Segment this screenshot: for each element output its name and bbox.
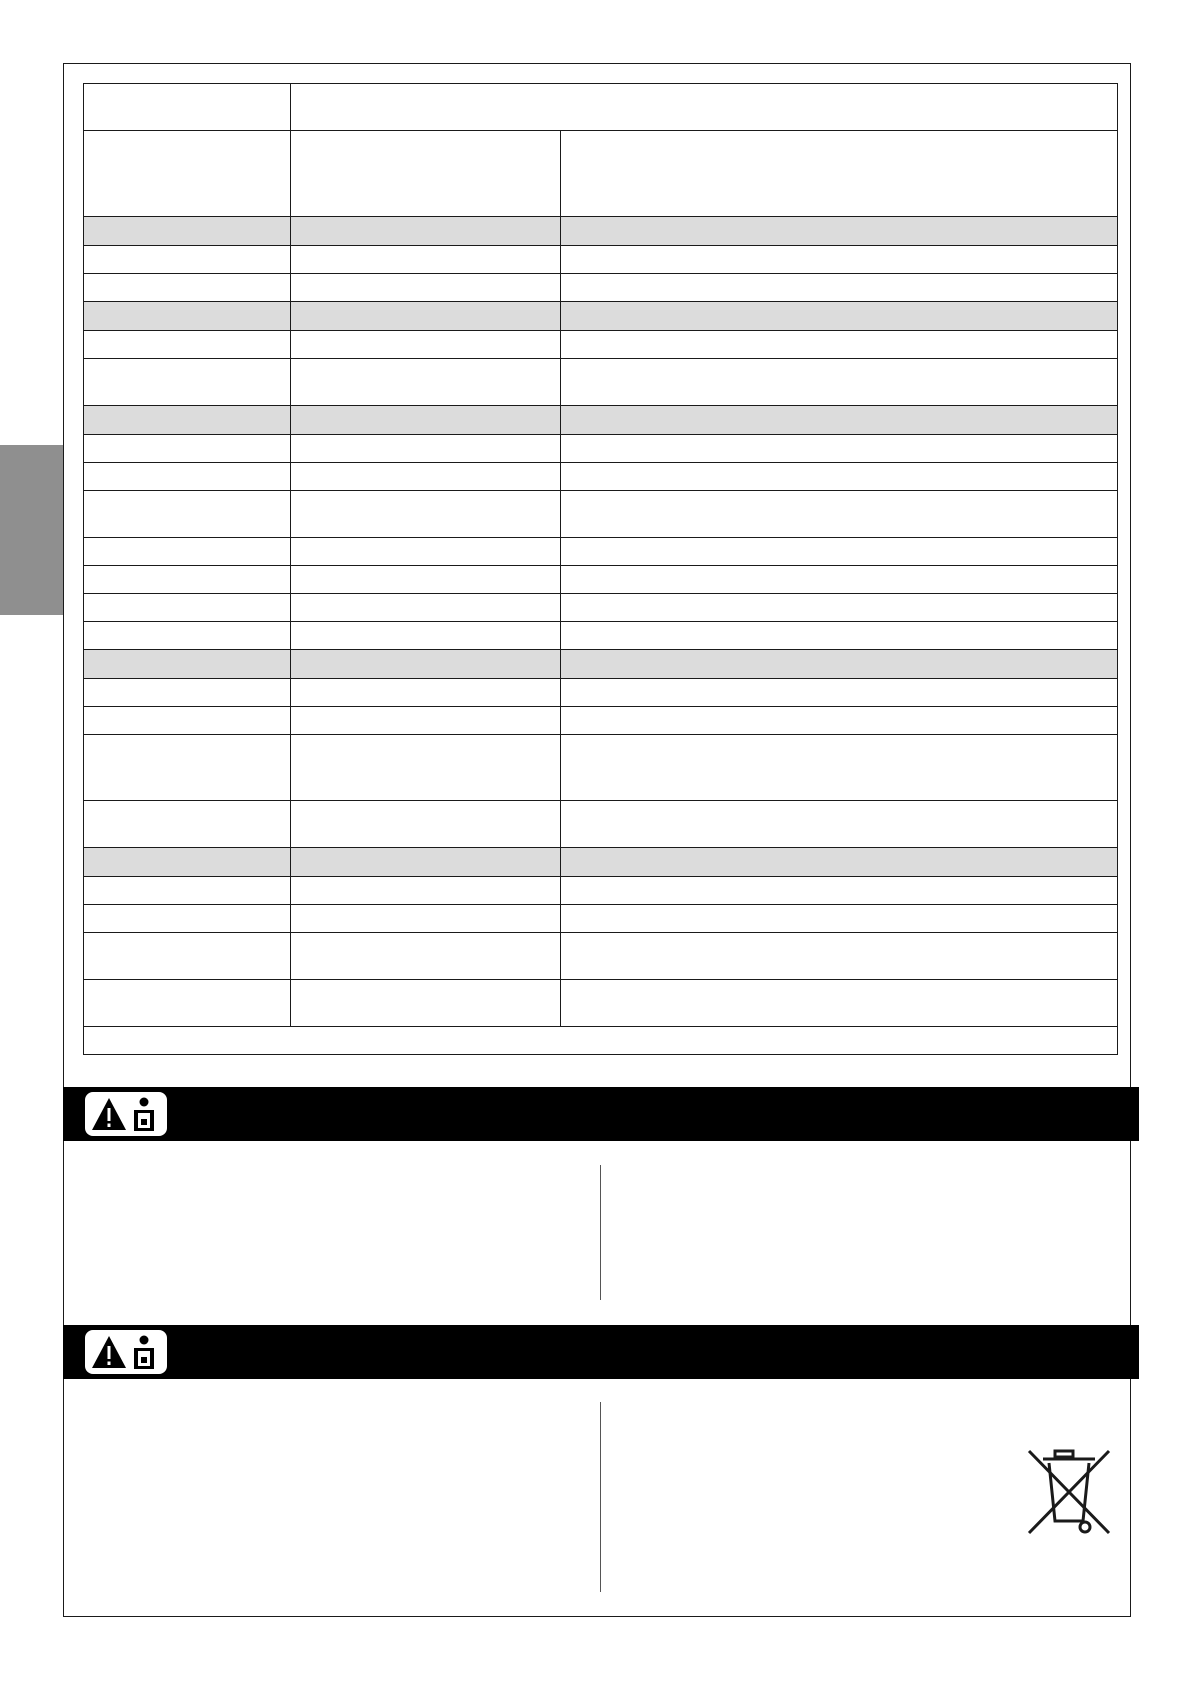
table-cell bbox=[561, 463, 1118, 491]
table-cell bbox=[84, 622, 291, 650]
table-row bbox=[84, 622, 1118, 650]
side-tab bbox=[0, 445, 63, 615]
table-cell bbox=[84, 463, 291, 491]
table-cell bbox=[84, 84, 291, 131]
table-cell bbox=[291, 877, 561, 905]
table-cell bbox=[84, 435, 291, 463]
table-cell bbox=[291, 131, 561, 217]
table-cell bbox=[291, 331, 561, 359]
table-cell bbox=[84, 359, 291, 406]
table-cell bbox=[561, 566, 1118, 594]
table-cell bbox=[84, 650, 291, 679]
table-cell bbox=[561, 359, 1118, 406]
table-row bbox=[84, 246, 1118, 274]
table-cell bbox=[84, 406, 291, 435]
table-cell bbox=[291, 566, 561, 594]
table-cell bbox=[561, 331, 1118, 359]
table-cell bbox=[291, 274, 561, 302]
table-cell bbox=[84, 877, 291, 905]
table-cell bbox=[84, 801, 291, 848]
table-cell bbox=[84, 274, 291, 302]
table-row bbox=[84, 435, 1118, 463]
table-cell bbox=[561, 848, 1118, 877]
footer-row bbox=[84, 1027, 1118, 1055]
table-cell bbox=[561, 679, 1118, 707]
table-cell bbox=[84, 217, 291, 246]
table-row bbox=[84, 491, 1118, 538]
table-cell bbox=[84, 491, 291, 538]
table-row bbox=[84, 594, 1118, 622]
table-cell bbox=[561, 302, 1118, 331]
table-cell bbox=[561, 435, 1118, 463]
table-cell bbox=[291, 679, 561, 707]
table-cell bbox=[291, 848, 561, 877]
table-cell bbox=[291, 435, 561, 463]
table-cell bbox=[84, 905, 291, 933]
table-cell bbox=[84, 707, 291, 735]
table-cell bbox=[291, 406, 561, 435]
table-cell bbox=[84, 980, 291, 1027]
table-row bbox=[84, 933, 1118, 980]
table-cell bbox=[84, 246, 291, 274]
table-cell bbox=[84, 933, 291, 980]
table-cell bbox=[561, 131, 1118, 217]
table-row bbox=[84, 877, 1118, 905]
weee-crossed-bin-icon bbox=[1025, 1447, 1115, 1539]
table-cell bbox=[84, 331, 291, 359]
section-row bbox=[84, 650, 1118, 679]
section-row bbox=[84, 217, 1118, 246]
table-cell bbox=[84, 594, 291, 622]
table-cell bbox=[561, 735, 1118, 801]
table-row bbox=[84, 735, 1118, 801]
table-cell bbox=[291, 538, 561, 566]
table-cell bbox=[561, 274, 1118, 302]
table-cell bbox=[291, 246, 561, 274]
table-cell bbox=[561, 622, 1118, 650]
table-cell bbox=[291, 217, 561, 246]
table-cell bbox=[84, 538, 291, 566]
table-cell bbox=[291, 980, 561, 1027]
table-row bbox=[84, 463, 1118, 491]
warning-bar-1 bbox=[63, 1087, 1139, 1141]
table-row bbox=[84, 905, 1118, 933]
table-cell bbox=[561, 933, 1118, 980]
table-cell bbox=[561, 801, 1118, 848]
table-cell bbox=[561, 491, 1118, 538]
table-cell bbox=[561, 905, 1118, 933]
table-cell bbox=[84, 848, 291, 877]
column-divider-2 bbox=[600, 1402, 601, 1592]
table-cell bbox=[291, 463, 561, 491]
table-cell bbox=[84, 302, 291, 331]
table-cell bbox=[561, 406, 1118, 435]
table-cell bbox=[84, 131, 291, 217]
table-row bbox=[84, 801, 1118, 848]
table-cell bbox=[291, 594, 561, 622]
table-cell bbox=[84, 1027, 1118, 1055]
section-row bbox=[84, 302, 1118, 331]
table-row bbox=[84, 707, 1118, 735]
warning-installer-icon bbox=[85, 1330, 167, 1374]
table-cell bbox=[84, 735, 291, 801]
table-row bbox=[84, 131, 1118, 217]
table-row bbox=[84, 538, 1118, 566]
table-cell bbox=[291, 491, 561, 538]
table-cell bbox=[291, 933, 561, 980]
table-cell bbox=[561, 980, 1118, 1027]
table-cell bbox=[561, 650, 1118, 679]
table-cell bbox=[291, 84, 1118, 131]
table-row bbox=[84, 566, 1118, 594]
table-cell bbox=[291, 650, 561, 679]
section-row bbox=[84, 406, 1118, 435]
header-row bbox=[84, 84, 1118, 131]
table-cell bbox=[291, 302, 561, 331]
warning-installer-icon bbox=[85, 1092, 167, 1136]
table-cell bbox=[291, 359, 561, 406]
table-cell bbox=[561, 217, 1118, 246]
table-row bbox=[84, 679, 1118, 707]
table-cell bbox=[561, 877, 1118, 905]
warning-bar-2 bbox=[63, 1325, 1139, 1379]
spec-table bbox=[83, 83, 1118, 1055]
table-row bbox=[84, 980, 1118, 1027]
table-cell bbox=[291, 801, 561, 848]
section-row bbox=[84, 848, 1118, 877]
table-row bbox=[84, 331, 1118, 359]
table-cell bbox=[291, 735, 561, 801]
table-cell bbox=[84, 679, 291, 707]
table-cell bbox=[291, 707, 561, 735]
table-row bbox=[84, 274, 1118, 302]
table-cell bbox=[561, 707, 1118, 735]
table-cell bbox=[561, 594, 1118, 622]
table-cell bbox=[291, 622, 561, 650]
table-row bbox=[84, 359, 1118, 406]
table-cell bbox=[291, 905, 561, 933]
table-cell bbox=[561, 538, 1118, 566]
column-divider-1 bbox=[600, 1165, 601, 1300]
table-cell bbox=[561, 246, 1118, 274]
table-cell bbox=[84, 566, 291, 594]
